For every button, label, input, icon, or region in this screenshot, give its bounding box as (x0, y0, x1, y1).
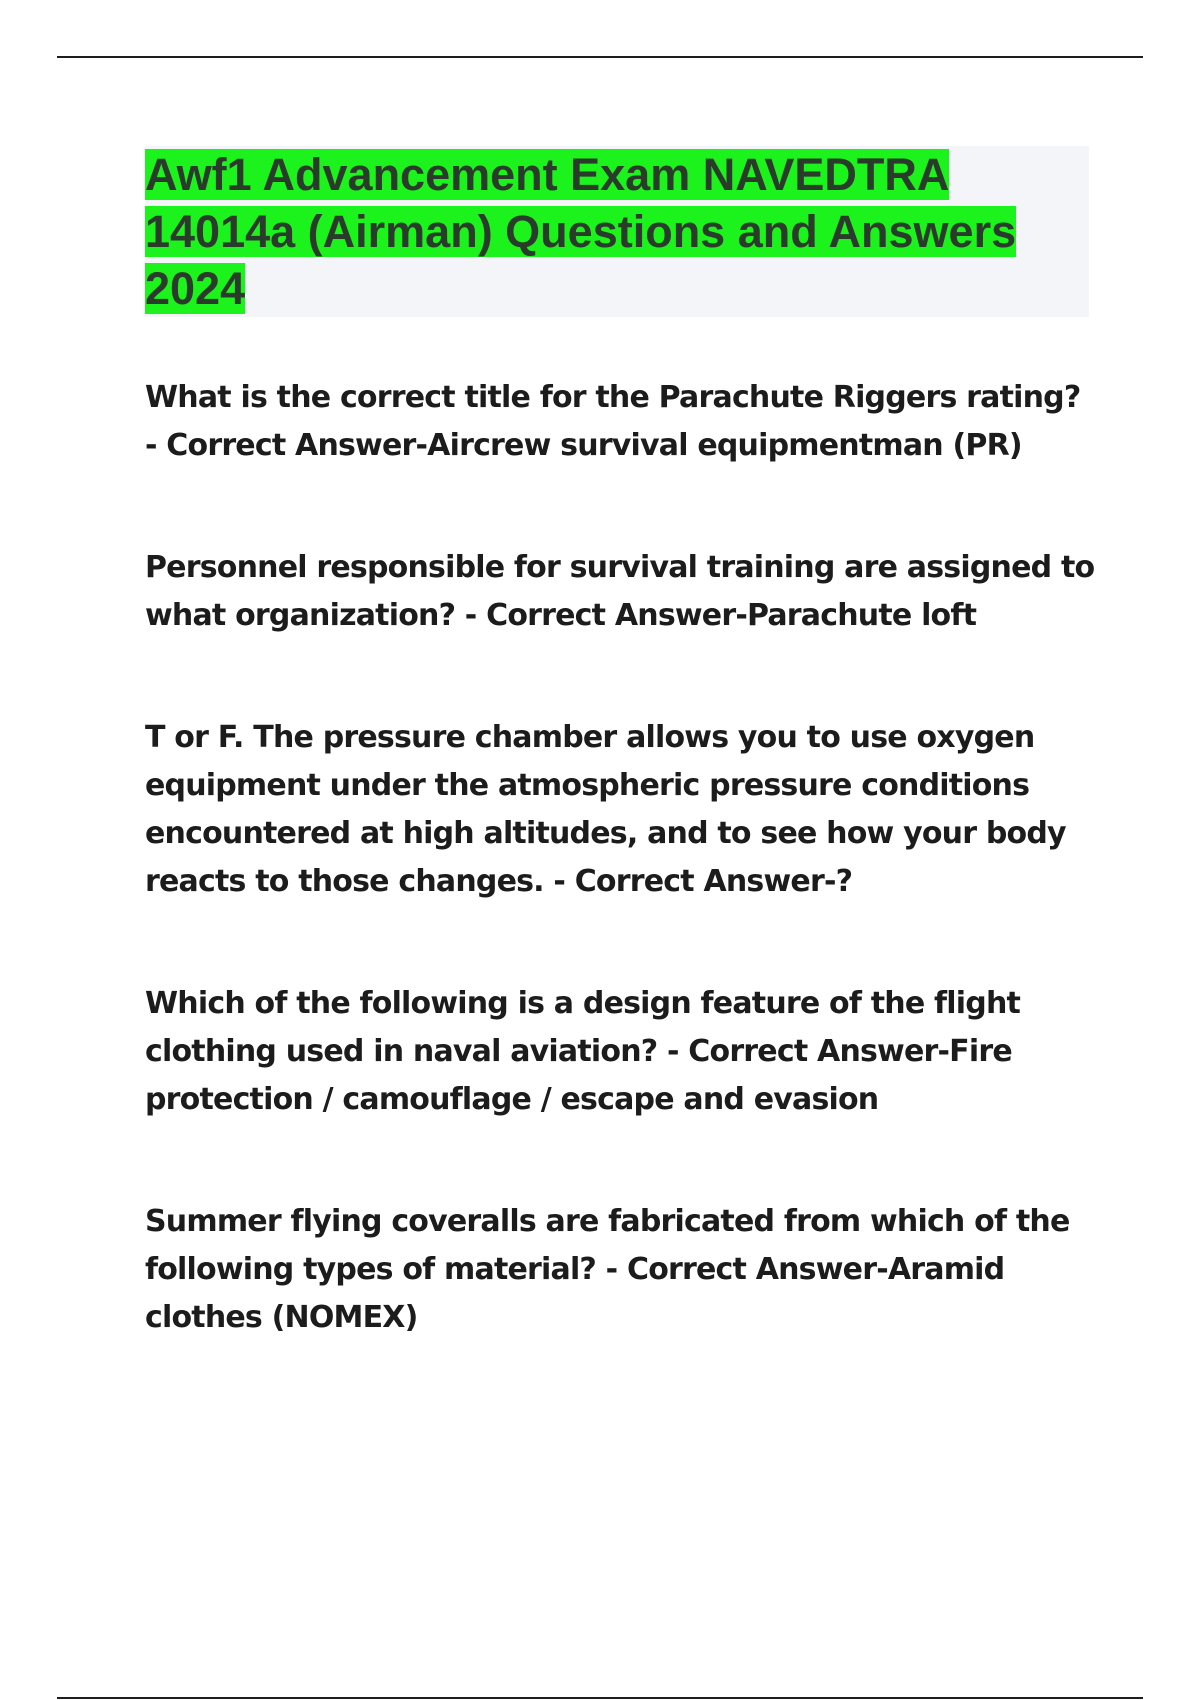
qa-item: Which of the following is a design feature of the flight clothing used in naval aviation? - Correct Answer-Fire protection / camouflage / escape and evasion (145, 986, 1021, 1117)
qa-item: Summer flying coveralls are fabricated from which of the following types of material? - Correct Answer-Aramid clothes (NOMEX) (145, 1204, 1070, 1335)
qa-list (145, 374, 1095, 1416)
title-highlight: Awf1 Advancement Exam NAVEDTRA 14014a (Airman) Questions and Answers 2024 (145, 149, 1017, 314)
bottom-divider (57, 1697, 1143, 1699)
document-title (145, 146, 1089, 317)
qa-item: T or F. The pressure chamber allows you to use oxygen equipment under the atmospheric pressure conditions encountered at high altitudes, and to see how your body reacts to those changes. - Correct Answer-? (145, 720, 1066, 899)
title-block (145, 146, 1089, 317)
qa-item: What is the correct title for the Parachute Riggers rating? - Correct Answer-Aircrew survival equipmentman (PR) (145, 380, 1081, 463)
qa-item: Personnel responsible for survival training are assigned to what organization? - Correct Answer-Parachute loft (145, 550, 1095, 633)
top-divider (57, 56, 1143, 58)
